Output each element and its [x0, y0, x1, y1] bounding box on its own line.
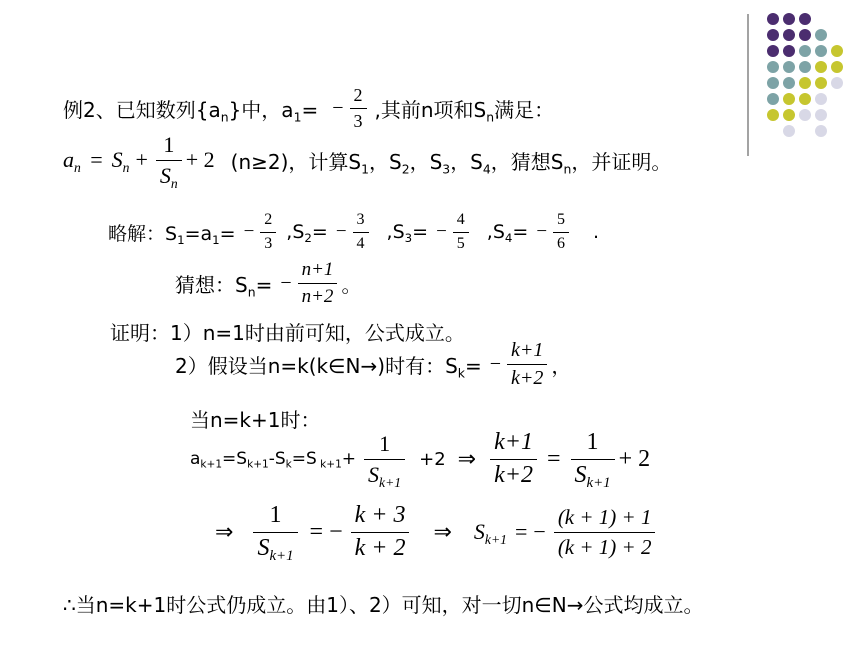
decor-dot — [783, 45, 795, 57]
decor-dot — [783, 29, 795, 41]
fraction-s1 — [260, 211, 276, 253]
minus-sign: − — [533, 519, 546, 544]
numerator: k + 3 — [351, 502, 410, 533]
equals-sign: = — [464, 353, 482, 378]
solution-s2-label — [286, 221, 328, 246]
subscript-1: 1 — [212, 232, 220, 247]
solution-s3-label — [386, 221, 429, 246]
fraction-s2 — [353, 211, 369, 253]
subscript-2: 2 — [304, 231, 312, 246]
decor-dot — [815, 109, 827, 121]
decor-dot — [799, 77, 811, 89]
denominator — [156, 161, 182, 191]
subscript-n: n — [170, 175, 178, 191]
numerator: (k + 1) + 1 — [554, 505, 656, 532]
derivation-line-2 — [215, 496, 659, 568]
decor-dot — [815, 93, 827, 105]
equals-sign: = — [311, 221, 328, 243]
sk1-symbol — [474, 519, 507, 545]
equals-sign: = — [301, 97, 319, 122]
fraction-reciprocal-sk1 — [253, 502, 297, 562]
task-text — [231, 146, 672, 175]
plus-two: +2 — [419, 448, 446, 470]
numerator: k+1 — [490, 429, 537, 460]
decor-dot — [767, 13, 779, 25]
math-text: =S — [222, 449, 248, 469]
task-part: (n≥2)，计算S — [230, 149, 362, 174]
denominator: k + 2 — [354, 534, 406, 561]
fraction-reciprocal — [156, 132, 182, 191]
problem-intro — [63, 94, 318, 123]
solution-text: =a — [184, 222, 213, 245]
minus-sign: − — [243, 221, 255, 242]
fraction-reciprocal-sk1 — [571, 429, 615, 489]
subscript: 2 — [401, 160, 410, 176]
decor-dot — [799, 109, 811, 121]
denominator — [364, 460, 405, 490]
subscript-n: n — [247, 283, 256, 299]
subscript-n: n — [74, 159, 81, 175]
subscript-k1: k+1 — [586, 474, 611, 491]
numerator: n+1 — [298, 259, 338, 284]
task-part: ，猜想S — [490, 149, 564, 174]
solution-s4-label — [486, 221, 529, 246]
solution-end: . — [593, 221, 600, 243]
subscript-3: 3 — [404, 231, 413, 246]
implies-arrow: ⇒ — [433, 519, 452, 545]
minus-sign: − — [329, 518, 343, 545]
solution-text: ,S — [386, 221, 405, 243]
denominator — [571, 460, 615, 490]
decor-dot — [799, 13, 811, 25]
math-text: a — [190, 449, 201, 469]
subscript-1: 1 — [177, 232, 185, 247]
decor-dot — [831, 61, 843, 73]
decor-dot — [783, 61, 795, 73]
plus-sign: + — [341, 449, 357, 469]
problem-text: 例2、已知数列{a — [63, 97, 221, 122]
decor-dot — [831, 45, 843, 57]
denominator: k+2 — [494, 461, 533, 488]
solution-line — [108, 207, 599, 257]
decor-dot — [767, 61, 779, 73]
fraction-sk-form — [490, 429, 537, 489]
fraction-sn — [298, 259, 338, 308]
proof-text: 2）假设当n=k(k∈N→)时有：S — [175, 353, 458, 378]
inductive-case-text: 当n=k+1时： — [190, 407, 321, 432]
decor-dot — [815, 29, 827, 41]
plus-two: + 2 — [618, 445, 651, 472]
conjecture-line — [175, 253, 361, 313]
denominator: n+2 — [301, 285, 334, 307]
math-var: S — [257, 534, 270, 561]
math-var: S — [368, 461, 380, 487]
ak1-expression — [190, 449, 356, 469]
decor-dot — [783, 125, 795, 137]
conclusion-line — [63, 588, 704, 618]
denominator — [253, 533, 297, 563]
denominator: k+2 — [511, 366, 544, 389]
denominator: 3 — [264, 234, 273, 252]
equals-sign: = — [309, 518, 324, 545]
math-text: -S — [268, 449, 286, 469]
problem-text: ,其前n项和S — [374, 97, 487, 122]
subscript-k1: k+1 — [484, 531, 507, 547]
denominator: 5 — [456, 234, 465, 252]
numerator: k+1 — [507, 339, 547, 365]
vertical-divider — [747, 14, 749, 156]
fraction-s3 — [453, 211, 469, 253]
problem-condition — [375, 94, 555, 123]
decor-dot — [767, 109, 779, 121]
denominator: 4 — [356, 234, 365, 252]
proof-step-2-end: ， — [551, 353, 572, 378]
solution-label — [108, 219, 236, 246]
problem-text: }中，a — [228, 97, 294, 122]
plus-sign: + — [135, 147, 148, 172]
task-part: ，并证明。 — [571, 149, 672, 174]
numerator: 3 — [353, 211, 369, 232]
minus-sign: − — [280, 271, 292, 294]
numerator: 1 — [571, 429, 615, 460]
derivation-line-1 — [190, 424, 650, 494]
task-part: ，S — [409, 149, 443, 174]
denominator: 3 — [353, 110, 363, 131]
numerator: 4 — [453, 211, 469, 232]
recurrence-line — [63, 128, 671, 192]
subscript-k1: k+1 — [379, 474, 402, 490]
decor-dot — [783, 13, 795, 25]
conjecture-label — [175, 269, 272, 298]
plus-two: + 2 — [185, 147, 215, 172]
decor-dot — [767, 93, 779, 105]
subscript: n — [563, 160, 572, 176]
decor-dot — [767, 77, 779, 89]
equals-sign: = — [546, 445, 561, 472]
subscript-k: k — [457, 364, 465, 380]
numerator: 2 — [350, 85, 367, 109]
decor-dot — [783, 93, 795, 105]
solution-text: ,S — [486, 221, 505, 243]
proof-step-2 — [175, 334, 571, 394]
recurrence-lhs — [63, 147, 152, 173]
subscript: 4 — [482, 160, 491, 176]
conjecture-end: 。 — [341, 272, 362, 297]
numerator: 1 — [156, 132, 182, 160]
numerator: 2 — [260, 211, 276, 232]
decor-dot — [815, 125, 827, 137]
problem-text: 满足： — [494, 97, 555, 122]
equals-sign: = — [88, 147, 104, 172]
subscript: 1 — [361, 160, 369, 176]
decor-dot — [767, 29, 779, 41]
equals-sign: = — [514, 519, 528, 544]
decor-dot — [815, 61, 827, 73]
equals-sign: = — [412, 221, 429, 243]
equals-sign: = — [512, 221, 529, 243]
decor-dot — [799, 45, 811, 57]
fraction-k3-k2 — [351, 502, 410, 562]
math-var: S — [111, 147, 123, 172]
decor-dot — [815, 77, 827, 89]
fraction-a1 — [350, 85, 367, 131]
decor-dot — [783, 77, 795, 89]
subscript-k1: k+1 — [316, 458, 342, 471]
subscript: 3 — [442, 160, 451, 176]
equals-sign: = — [219, 222, 236, 245]
decor-dot — [767, 45, 779, 57]
math-var: S — [473, 519, 485, 544]
conclusion-text: ∴当n=k+1时公式仍成立。由1）、2）可知，对一切n∈N→公式均成立。 — [63, 592, 704, 617]
fraction-sk — [507, 339, 547, 390]
decor-dot — [799, 93, 811, 105]
decor-dot — [799, 61, 811, 73]
minus-sign: − — [489, 352, 501, 375]
fraction-general-form — [554, 505, 656, 558]
conjecture-text: 猜想：S — [175, 272, 248, 297]
implies-arrow: ⇒ — [457, 446, 477, 472]
math-var: S — [159, 162, 171, 188]
decor-dot — [783, 109, 795, 121]
fraction-s4 — [553, 211, 569, 253]
math-var: S — [574, 461, 587, 488]
minus-sign: − — [536, 221, 548, 242]
minus-sign: − — [436, 221, 447, 242]
task-part: ，S — [369, 149, 402, 174]
proof-step-2-label — [175, 350, 482, 379]
solution-text: 略解：S — [108, 222, 178, 245]
subscript-k1: k+1 — [269, 547, 294, 564]
solution-text: ,S — [286, 221, 305, 243]
denominator: 6 — [557, 234, 566, 252]
numerator: 1 — [253, 502, 297, 533]
numerator: 5 — [553, 211, 569, 232]
subscript-k: k — [285, 458, 292, 471]
subscript-k1: k+1 — [247, 458, 269, 471]
decor-dot — [815, 45, 827, 57]
subscript-k1: k+1 — [200, 458, 223, 471]
subscript-4: 4 — [504, 231, 513, 246]
numerator: 1 — [364, 431, 405, 459]
implies-arrow: ⇒ — [215, 519, 234, 545]
subscript-n: n — [220, 108, 229, 124]
minus-sign: − — [332, 96, 344, 119]
minus-sign: − — [335, 221, 347, 242]
proof-step-1-text: 证明：1）n=1时由前可知，公式成立。 — [110, 320, 465, 345]
denominator: (k + 1) + 2 — [557, 534, 652, 559]
math-var: a — [63, 147, 74, 172]
decor-dot — [831, 77, 843, 89]
task-part: ，S — [450, 149, 483, 174]
subscript-n: n — [122, 159, 130, 175]
subscript-n: n — [486, 108, 495, 124]
fraction-reciprocal-sk1 — [364, 431, 405, 490]
equals-sign: = — [255, 272, 273, 297]
subscript-1: 1 — [293, 108, 302, 124]
decor-dot — [799, 29, 811, 41]
math-text: =S — [291, 449, 317, 469]
